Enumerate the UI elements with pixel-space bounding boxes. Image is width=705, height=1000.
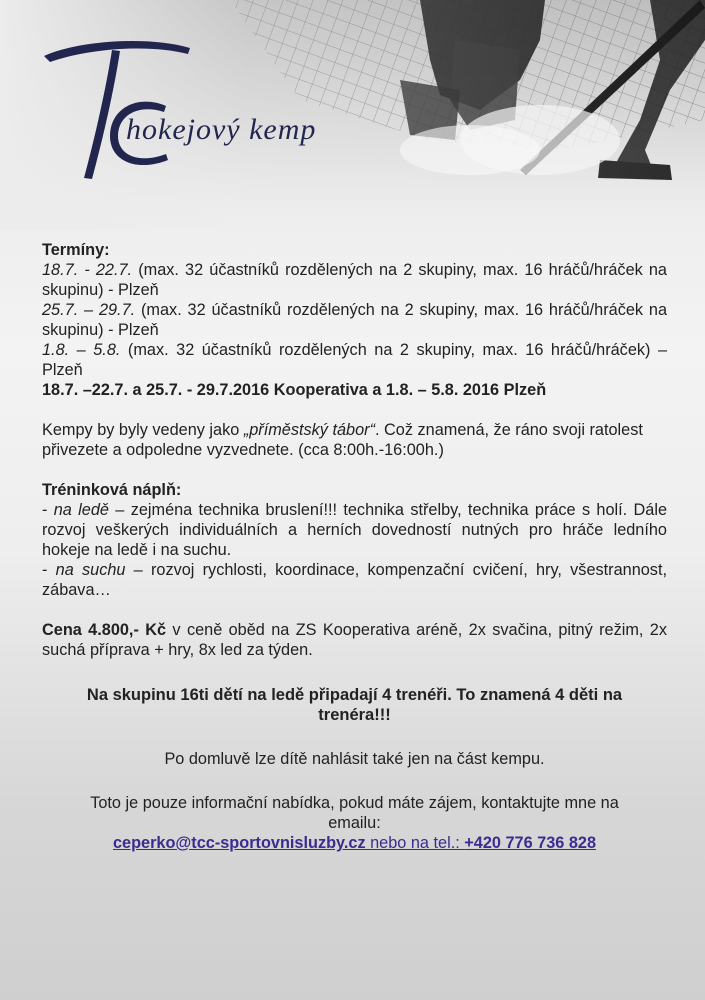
term-desc: (max. 32 účastníků rozdělených na 2 skupiny, max. 16 hráčů/hráček) – Plzeň	[42, 341, 668, 379]
term-desc: (max. 32 účastníků rozdělených na 2 skupiny, max. 16 hráčů/hráček na skupinu) - Plzeň	[42, 301, 667, 339]
term-item-1	[42, 260, 667, 300]
term-item-3	[42, 340, 667, 380]
kempy-text-after: . Což znamená, že ráno svoji ratolest přivezete a odpoledne vyzvednete. (cca 8:00h.-16:00h.)	[42, 421, 643, 459]
cena-label: Cena 4.800,- Kč	[42, 621, 167, 639]
terminy-heading: Termíny:	[42, 241, 110, 259]
sucho-label: na suchu	[55, 561, 126, 579]
email-link[interactable]	[113, 834, 596, 852]
term-date: 1.8. – 5.8.	[42, 341, 121, 359]
term-item-2	[42, 300, 667, 340]
main-content	[42, 240, 667, 853]
trenink-heading: Tréninková náplň:	[42, 481, 182, 499]
term-date: 25.7. – 29.7.	[42, 301, 136, 319]
hockey-photo-banner	[0, 0, 705, 230]
led-label: na ledě	[53, 501, 109, 519]
led-text: – zejména technika bruslení!!! technika střelby, technika práce s holí. Dále rozvoj veškerých individuálních a herních dovedností nutných pro hráče ledního hokeje na ledě i na suchu.	[42, 501, 667, 559]
kempy-emphasis: „příměstský tábor“	[243, 421, 375, 439]
sucho-text: – rozvoj rychlosti, koordinace, kompenzační cvičení, hry, všestrannost, zábava…	[42, 561, 667, 599]
kempy-paragraph	[42, 420, 667, 460]
domluva-note: Po domluvě lze dítě nahlásit také jen na část kempu.	[164, 750, 545, 768]
phone-prefix: nebo na tel.:	[365, 834, 465, 852]
cena-text: v ceně oběd na ZS Kooperativa aréně, 2x svačina, pitný režim, 2x suchá příprava + hry, 8x led za týden.	[42, 621, 667, 659]
email-address: ceperko@tcc-sportovnisluzby.cz	[112, 834, 366, 852]
term-desc: (max. 32 účastníků rozdělených na 2 skupiny, max. 16 hráčů/hráček na skupinu) - Plzeň	[42, 261, 667, 299]
kempy-text-before: Kempy by byly vedeny jako	[42, 421, 244, 439]
term-summary: 18.7. –22.7. a 25.7. - 29.7.2016 Kooperativa a 1.8. – 5.8. 2016 Plzeň	[42, 381, 547, 399]
phone-number: +420 776 736 828	[464, 834, 597, 852]
cena-paragraph	[42, 620, 667, 660]
kontakt-line	[42, 833, 667, 853]
trenink-led: - na ledě – zejména technika bruslení!!! technika střelby, technika práce s holí. Dále rozvoj veškerých individuálních a herních dovedností nutných pro hráče ledního hokeje na ledě i na suchu.	[42, 501, 667, 559]
kontakt-text: Toto je pouze informační nabídka, pokud máte zájem, kontaktujte mne na emailu:	[90, 794, 619, 832]
treneri-notice: Na skupinu 16ti dětí na ledě připadají 4 trenéři. To znamená 4 děti na trenéra!!!	[86, 686, 623, 724]
term-date: 18.7. - 22.7.	[42, 261, 133, 279]
trenink-sucho: - na suchu – rozvoj rychlosti, koordinace, kompenzační cvičení, hry, všestrannost, zábava…	[42, 561, 667, 599]
logo-title: hokejový kemp	[126, 113, 317, 146]
